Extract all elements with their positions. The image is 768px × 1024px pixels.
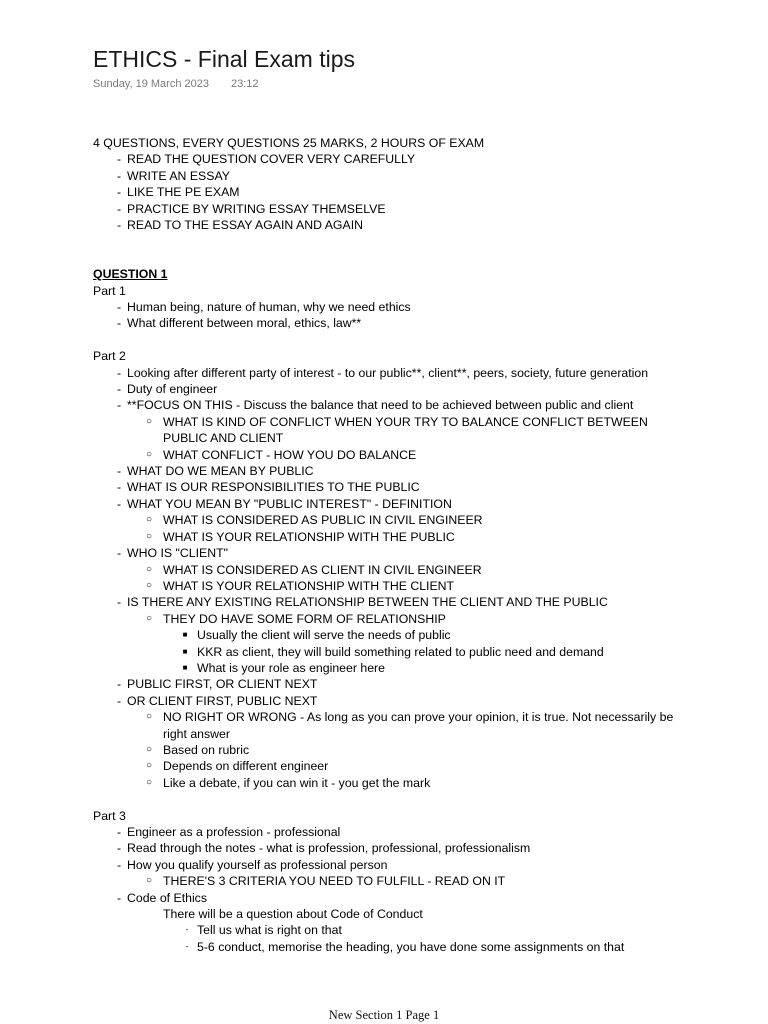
page-title: ETHICS - Final Exam tips bbox=[93, 46, 355, 72]
sub-list-item: ○ NO RIGHT OR WRONG - As long as you can prove your opinion, it is true. Not necessarily be right answer bbox=[93, 709, 683, 742]
list-item: - READ THE QUESTION COVER VERY CAREFULLY bbox=[93, 151, 683, 167]
sub-list-item: ○ Depends on different engineer bbox=[93, 758, 683, 774]
dash-bullet: - bbox=[116, 890, 122, 905]
dash-bullet: - bbox=[116, 546, 122, 561]
circle-bullet-icon: ○ bbox=[145, 563, 153, 575]
part-3-label: Part 3 bbox=[93, 808, 126, 823]
dash-bullet: - bbox=[185, 925, 189, 935]
list-item: - What different between moral, ethics, law** bbox=[93, 315, 683, 331]
dash-bullet: - bbox=[116, 218, 122, 233]
dash-bullet: - bbox=[116, 168, 122, 183]
dash-bullet: - bbox=[116, 382, 122, 397]
note-time: 23:12 bbox=[230, 78, 259, 90]
part-1-label: Part 1 bbox=[93, 283, 126, 298]
circle-bullet-icon: ○ bbox=[145, 415, 153, 427]
list-item: - READ TO THE ESSAY AGAIN AND AGAIN bbox=[93, 217, 683, 233]
circle-bullet-icon: ○ bbox=[145, 743, 153, 755]
sub-sub-list-item: ■ What is your role as engineer here bbox=[93, 660, 683, 676]
list-item: - WHAT DO WE MEAN BY PUBLIC bbox=[93, 463, 683, 479]
sub-sub-list-item: - Tell us what is right on that bbox=[93, 922, 683, 938]
dash-bullet: - bbox=[116, 857, 122, 872]
dash-bullet: - bbox=[116, 677, 122, 692]
dash-bullet: - bbox=[116, 496, 122, 511]
list-item: - WHAT IS OUR RESPONSIBILITIES TO THE PUBLIC bbox=[93, 479, 683, 495]
list-item: - WRITE AN ESSAY bbox=[93, 168, 683, 184]
sub-sub-list-item: - 5-6 conduct, memorise the heading, you have done some assignments on that bbox=[93, 939, 683, 955]
dash-bullet: - bbox=[185, 941, 189, 951]
sub-list-item: ○ WHAT IS YOUR RELATIONSHIP WITH THE PUBLIC bbox=[93, 529, 683, 545]
list-item: - Human being, nature of human, why we need ethics bbox=[93, 299, 683, 315]
sub-list-item: ○ WHAT CONFLICT - HOW YOU DO BALANCE bbox=[93, 447, 683, 463]
code-of-ethics-note: There will be a question about Code of Conduct bbox=[163, 907, 423, 922]
list-item: - Code of Ethics bbox=[93, 890, 683, 906]
dash-bullet: - bbox=[116, 152, 122, 167]
dash-bullet: - bbox=[116, 365, 122, 380]
dash-bullet: - bbox=[116, 595, 122, 610]
dash-bullet: - bbox=[116, 693, 122, 708]
dash-bullet: - bbox=[116, 300, 122, 315]
square-bullet-icon: ■ bbox=[182, 646, 188, 656]
circle-bullet-icon: ○ bbox=[145, 579, 153, 591]
list-item: - Duty of engineer bbox=[93, 381, 683, 397]
list-item: - OR CLIENT FIRST, PUBLIC NEXT bbox=[93, 693, 683, 709]
dash-bullet: - bbox=[116, 201, 122, 216]
list-item: - **FOCUS ON THIS - Discuss the balance that need to be achieved between public and client bbox=[93, 397, 683, 413]
list-item: - PUBLIC FIRST, OR CLIENT NEXT bbox=[93, 676, 683, 692]
sub-list-item: ○ WHAT IS KIND OF CONFLICT WHEN YOUR TRY TO BALANCE CONFLICT BETWEEN PUBLIC AND CLIENT bbox=[93, 414, 683, 447]
list-item: - WHO IS "CLIENT" bbox=[93, 545, 683, 561]
page-footer: New Section 1 Page 1 bbox=[328, 1008, 440, 1022]
list-item: - How you qualify yourself as professional person bbox=[93, 857, 683, 873]
list-item: - PRACTICE BY WRITING ESSAY THEMSELVE bbox=[93, 201, 683, 217]
square-bullet-icon: ■ bbox=[182, 630, 188, 640]
circle-bullet-icon: ○ bbox=[145, 514, 153, 526]
note-body bbox=[93, 135, 683, 955]
sub-list-item: ○ WHAT IS CONSIDERED AS CLIENT IN CIVIL ENGINEER bbox=[93, 562, 683, 578]
note-timestamp bbox=[93, 77, 259, 91]
circle-bullet-icon: ○ bbox=[145, 776, 153, 788]
dash-bullet: - bbox=[116, 398, 122, 413]
sub-list-item: ○ WHAT IS CONSIDERED AS PUBLIC IN CIVIL ENGINEER bbox=[93, 512, 683, 528]
circle-bullet-icon: ○ bbox=[145, 448, 153, 460]
circle-bullet-icon: ○ bbox=[145, 711, 153, 723]
note-date: Sunday, 19 March 2023 bbox=[93, 78, 209, 90]
dash-bullet: - bbox=[116, 185, 122, 200]
dash-bullet: - bbox=[116, 841, 122, 856]
dash-bullet: - bbox=[116, 825, 122, 839]
exam-format-heading: 4 QUESTIONS, EVERY QUESTIONS 25 MARKS, 2 HOURS OF EXAM bbox=[93, 136, 485, 150]
circle-bullet-icon: ○ bbox=[145, 612, 153, 624]
sub-list-item: ○ THERE'S 3 CRITERIA YOU NEED TO FULFILL - READ ON IT bbox=[93, 873, 683, 889]
square-bullet-icon: ■ bbox=[182, 662, 188, 672]
list-item: - Read through the notes - what is profession, professional, professionalism bbox=[93, 840, 683, 856]
part-2-label: Part 2 bbox=[93, 349, 126, 364]
dash-bullet: - bbox=[116, 316, 122, 331]
circle-bullet-icon: ○ bbox=[145, 530, 153, 542]
sub-sub-list-item: ■ Usually the client will serve the needs of public bbox=[93, 627, 683, 643]
list-item: - WHAT YOU MEAN BY "PUBLIC INTEREST" - DEFINITION bbox=[93, 496, 683, 512]
list-item: - Looking after different party of interest - to our public**, client**, peers, society, future generation bbox=[93, 365, 683, 381]
sub-list-item: ○ THEY DO HAVE SOME FORM OF RELATIONSHIP bbox=[93, 611, 683, 627]
list-item: - Engineer as a profession - professional bbox=[93, 824, 683, 840]
sub-list-item: ○ WHAT IS YOUR RELATIONSHIP WITH THE CLIENT bbox=[93, 578, 683, 594]
list-item: - IS THERE ANY EXISTING RELATIONSHIP BETWEEN THE CLIENT AND THE PUBLIC bbox=[93, 594, 683, 610]
question-1-heading: QUESTION 1 bbox=[93, 267, 168, 282]
sub-sub-list-item: ■ KKR as client, they will build something related to public need and demand bbox=[93, 644, 683, 660]
dash-bullet: - bbox=[116, 464, 122, 479]
dash-bullet: - bbox=[116, 480, 122, 495]
circle-bullet-icon: ○ bbox=[145, 760, 153, 772]
sub-list-item: ○ Based on rubric bbox=[93, 742, 683, 758]
circle-bullet-icon: ○ bbox=[145, 875, 153, 887]
list-item: - LIKE THE PE EXAM bbox=[93, 184, 683, 200]
sub-list-item: ○ Like a debate, if you can win it - you get the mark bbox=[93, 775, 683, 791]
